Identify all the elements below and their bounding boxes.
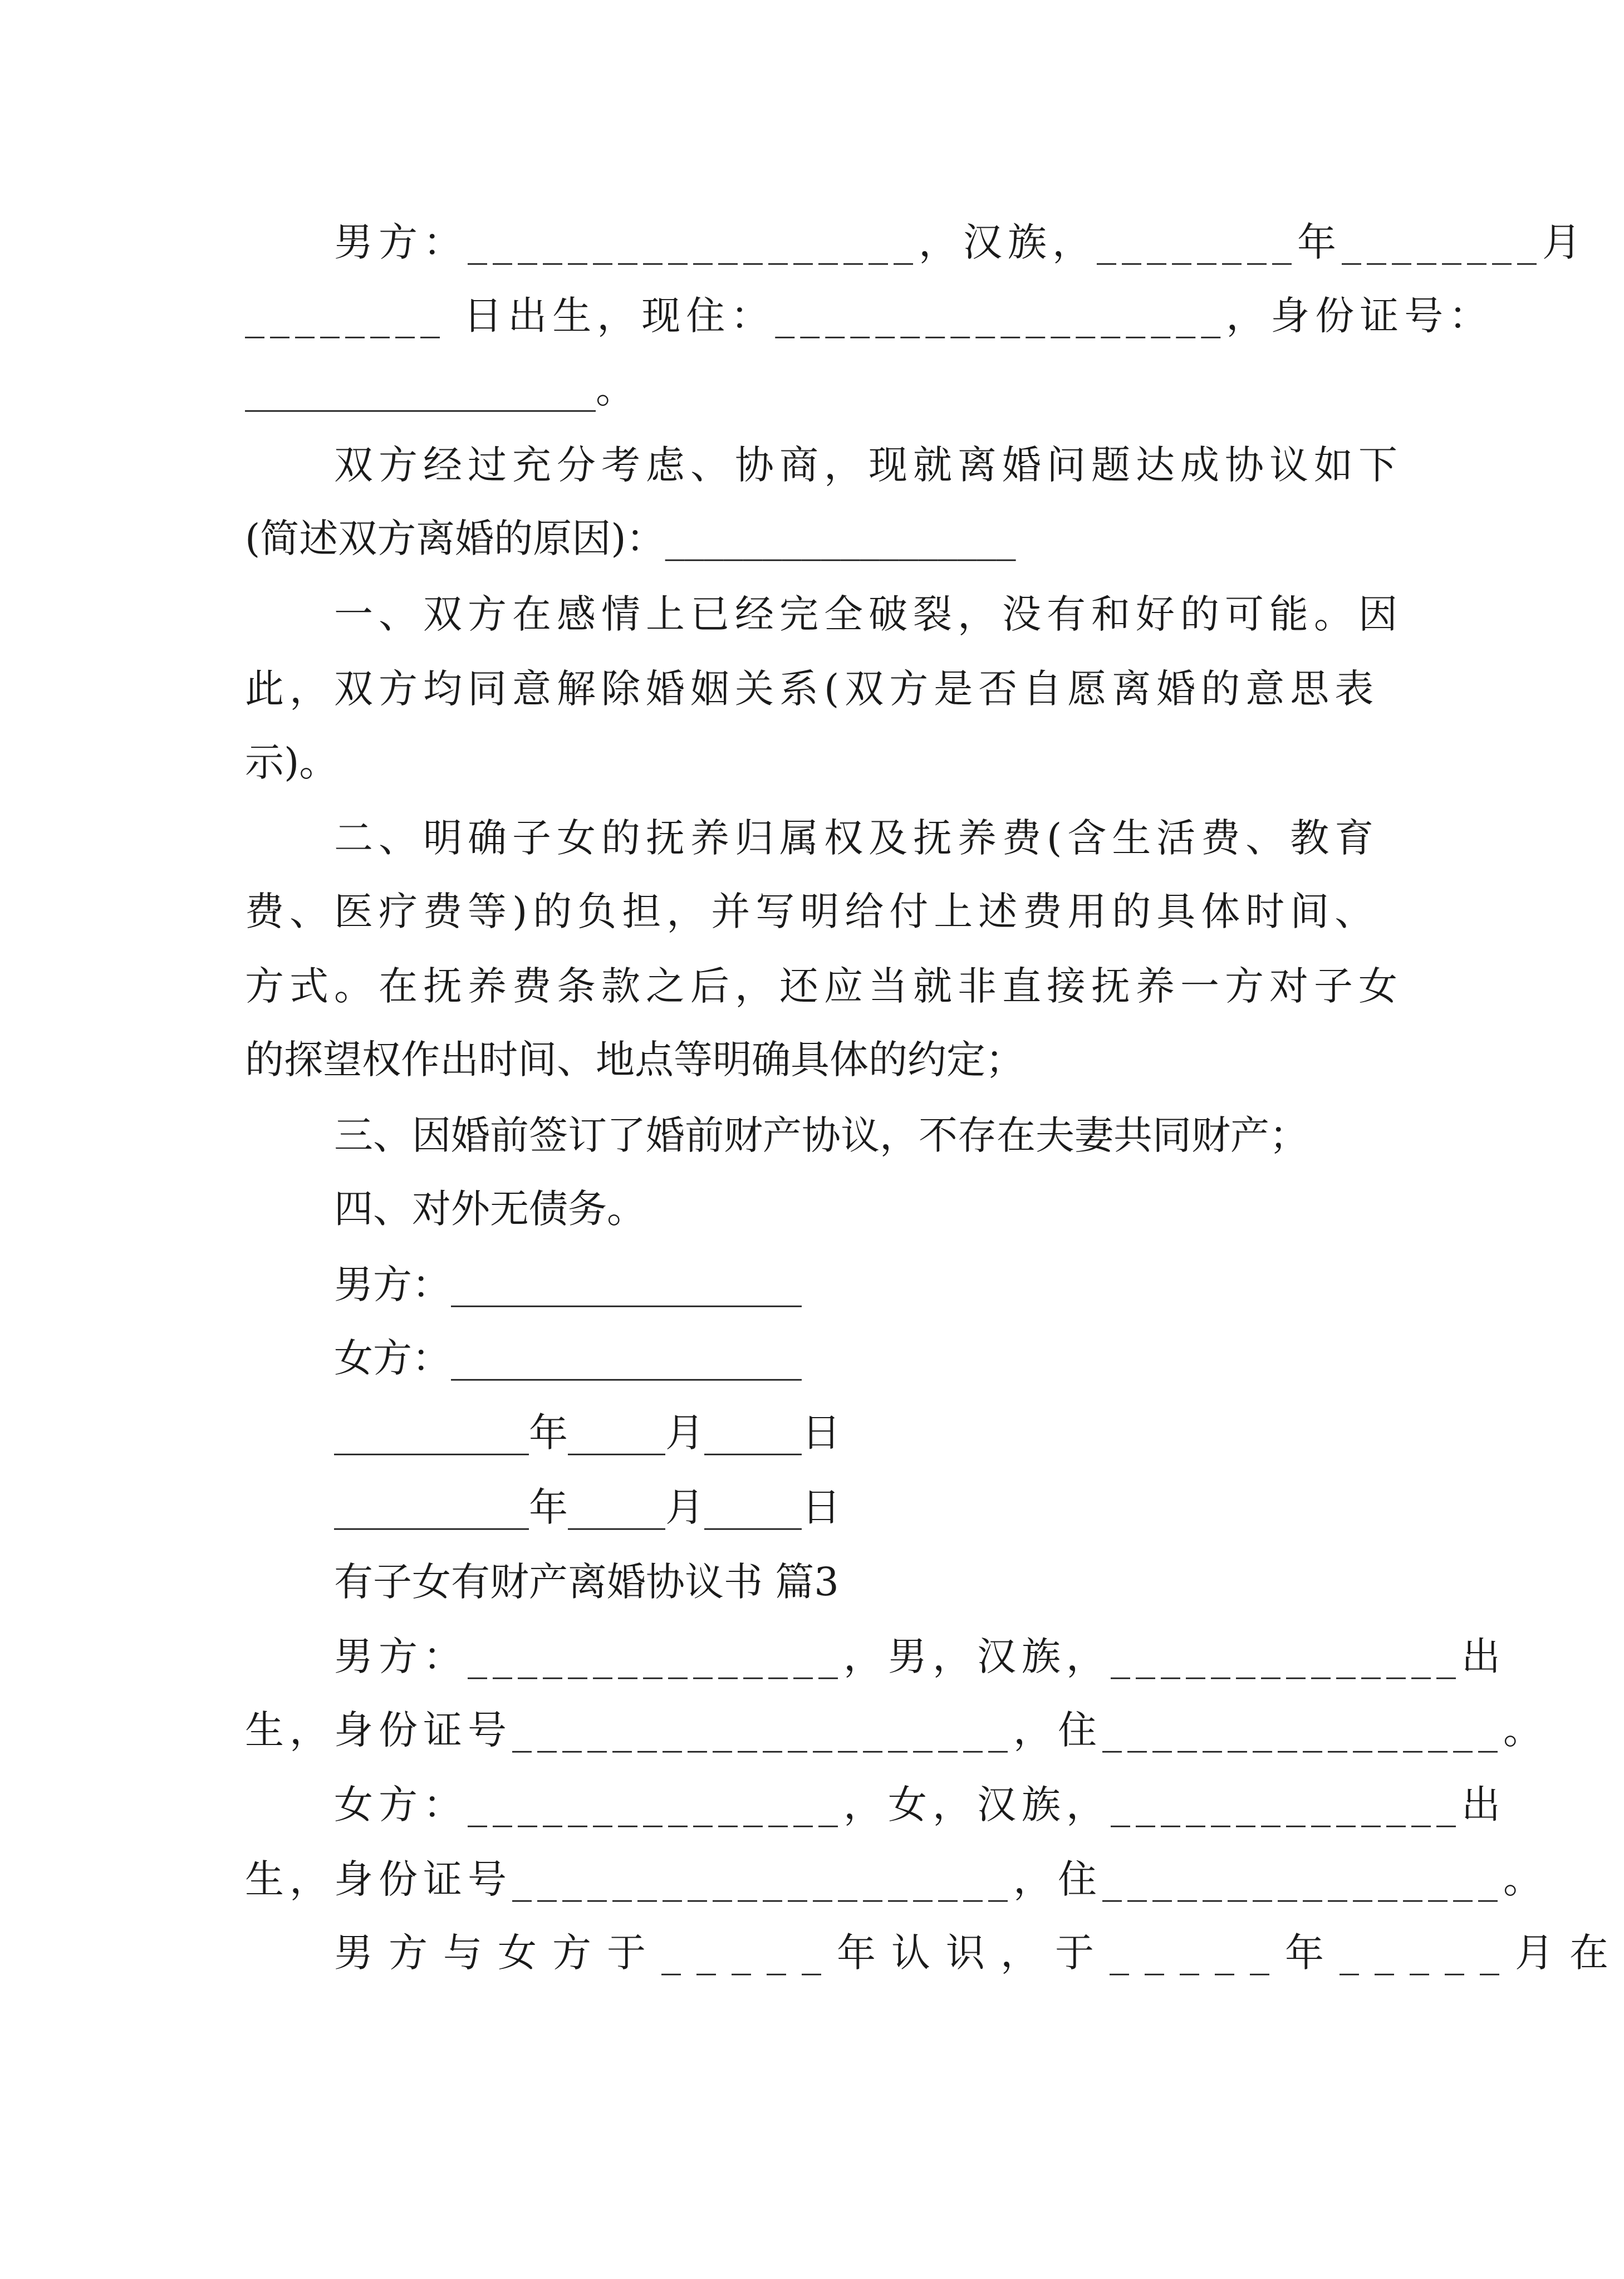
- text-line-3: __________________。: [245, 366, 635, 412]
- text-line-1: 男方：__________________，汉族，________年________月: [334, 219, 1587, 265]
- text-line-20: 男方：_______________，男，汉族，______________出: [334, 1634, 1506, 1679]
- text-line-10: 费、医疗费等)的负担，并写明给付上述费用的具体时间、: [245, 889, 1380, 934]
- signature-male-line: 男方：__________________: [334, 1262, 802, 1307]
- date-line-1: __________年_____月_____日: [334, 1410, 841, 1455]
- text-line-22: 女方：_______________，女，汉族，______________出: [334, 1782, 1506, 1827]
- text-line-14: 四、对外无债务。: [334, 1186, 646, 1232]
- text-line-12: 的探望权作出时间、地点等明确具体的约定；: [245, 1037, 1024, 1082]
- text-line-24: 男方与女方于_____年认识，于_____年_____月在: [334, 1930, 1624, 1976]
- text-line-9: 二、明确子女的抚养归属权及抚养费(含生活费、教育: [334, 815, 1380, 861]
- section-heading: 有子女有财产离婚协议书 篇3: [334, 1559, 839, 1605]
- text-line-6: 一、双方在感情上已经完全破裂，没有和好的可能。因: [334, 591, 1403, 637]
- text-line-11: 方式。在抚养费条款之后，还应当就非直接抚养一方对子女: [245, 963, 1403, 1009]
- text-line-13: 三、因婚前签订了婚前财产协议，不存在夫妻共同财产；: [334, 1112, 1308, 1158]
- text-line-21: 生，身份证号____________________，住________________。: [245, 1707, 1548, 1753]
- signature-female-line: 女方：__________________: [334, 1335, 802, 1381]
- text-line-8: 示)。: [245, 739, 338, 785]
- text-line-4: 双方经过充分考虑、协商，现就离婚问题达成协议如下: [334, 442, 1403, 488]
- text-line-2: ________ 日出生，现住：__________________，身份证号：: [245, 293, 1494, 339]
- text-line-23: 生，身份证号____________________，住________________。: [245, 1856, 1548, 1902]
- text-line-7: 此，双方均同意解除婚姻关系(双方是否自愿离婚的意思表: [245, 666, 1380, 712]
- date-line-2: __________年_____月_____日: [334, 1484, 841, 1530]
- text-line-5: (简述双方离婚的原因)：__________________: [245, 516, 1016, 561]
